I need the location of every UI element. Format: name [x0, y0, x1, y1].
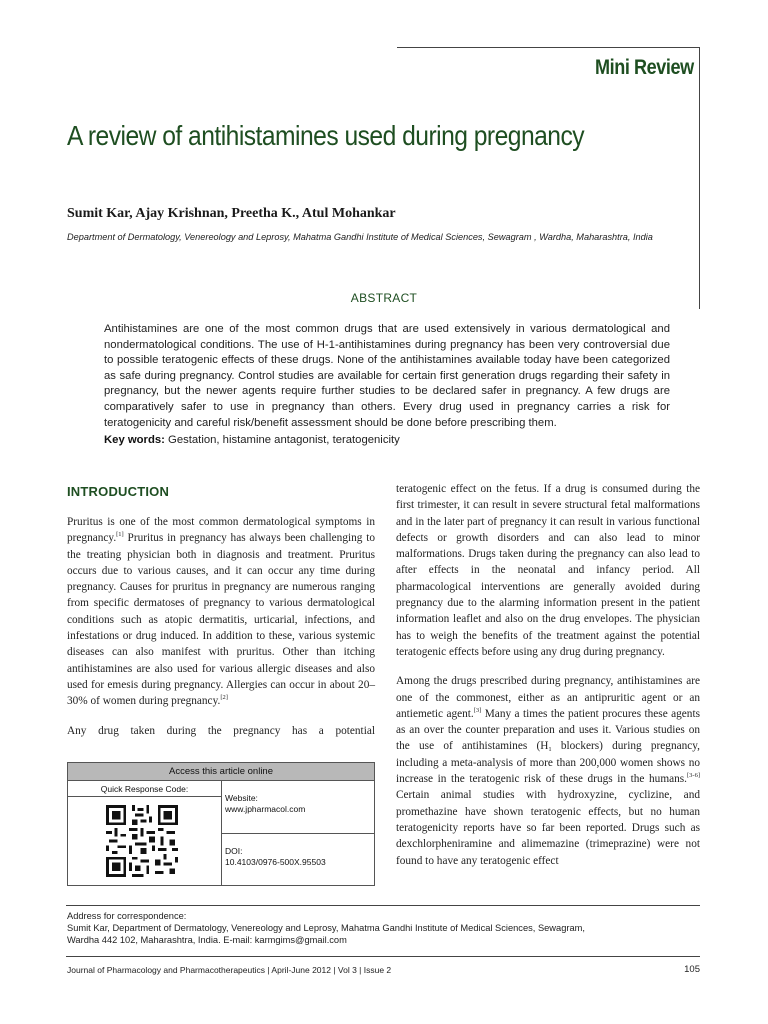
right-column-text [396, 481, 700, 869]
article-access-box [67, 762, 375, 886]
website-link[interactable]: www.jpharmacol.com [225, 804, 306, 814]
footer-rule [66, 956, 700, 957]
correspondence-rule [66, 905, 700, 906]
citation[interactable]: [3] [473, 706, 482, 714]
abstract-text: Antihistamines are one of the most common drugs that are used extensively in various dermatological and nondermatological conditions. The use of H-1-antihistamines during pregnancy has been very controversial due to possible teratogenic effects of these drugs. None of the antihistamines available today have been categorized as safe during pregnancy. Control studies are available for certain first generation drugs regarding their safety in pregnancy, but the newer agents require further studies to be declared safer in pregnancy. A few drugs are comparatively safer to use in pregnancy than others. Every drug used in pregnancy carries a risk for teratogenicity and careful risk/benefit assessment should be done before prescribing them. [104, 323, 670, 429]
correspondence-address [67, 910, 707, 946]
intro-p3-text-c: blockers) during pregnancy, including a meta-analysis of more than 200,000 women shows no increase in the teratogenic risk of these drugs in the humans. [396, 740, 701, 786]
correspondence-label: Address for correspondence: [67, 911, 187, 921]
qr-code-icon[interactable] [106, 805, 178, 877]
section-label: Mini Review [595, 56, 694, 79]
header-frame-right-rule [699, 47, 700, 309]
intro-paragraph-2-continued: teratogenic effect on the fetus. If a drug is consumed during the first trimester, it can result in severe structural fetal malformations and in the later part of pregnancy it can result in various functional defects or growth disorders and can also lead to minor malformations. Drugs taken during the pregnancy can also lead to after effects in the neonatal and infancy period. All pharmacological interventions are generally avoided during pregnancy due to the alarming information present in the patient information leaflet and also on the drug envelopes. The physician has to weigh the benefits of the treatment against the potential teratogenic effects before using any drug during pregnancy. [396, 483, 700, 658]
citation[interactable]: [3-6] [687, 772, 700, 780]
intro-p3-text-a: Among the drugs prescribed during pregnancy, antihistamines are one of the commonest, either as an antipruritic agent or an antiemetic agent. [396, 675, 700, 720]
doi-link[interactable]: 10.4103/0976-500X.95503 [225, 857, 326, 867]
page-number: 105 [684, 964, 700, 975]
qr-label: Quick Response Code: [68, 781, 221, 797]
intro-p1-text-a: Pruritus is one of the most common dermatological symptoms in pregnancy. [67, 516, 375, 545]
keywords [104, 434, 400, 446]
intro-paragraph-1 [67, 514, 375, 710]
header-frame-top-rule [397, 47, 700, 48]
intro-p1-text-b: Pruritus in pregnancy has always been challenging to the treating physician both in diagnosis and treatment. Pruritus occurs due to various causes, and it can occur any time during pregnancy. Causes for pruritus in pregnancy are numerous ranging from specific dermatoses of pregnancy to various dermatological conditions such as atopic dermatitis, urticarial, infections, and infestations or drug induced. In addition to these, various systemic diseases can also manifest with pruritus. Other than itching antihistamines are also used for various allergic diseases and also used for emesis during pregnancy. Allergies can occur in about 20–30% of women during pregnancy. [67, 532, 375, 708]
correspondence-line-1: Sumit Kar, Department of Dermatology, Venereology and Leprosy, Mahatma Gandhi Institute of Medical Sciences, Sewagram, [67, 923, 585, 933]
intro-p3-text-d: Certain animal studies with hydroxyzine, cyclizine, and promethazine have shown teratogenic effects, but no human teratogenicity reports have so far been reported. Drugs such as dexchlorpheniramine and alimemazine (trimeprazine) were not found to have any teratogenic effect [396, 789, 700, 867]
website-info [222, 781, 374, 834]
intro-paragraph-3 [396, 673, 700, 869]
correspondence-line-2: Wardha 442 102, Maharashtra, India. E-mail: karmgims@gmail.com [67, 935, 347, 945]
doi-info [222, 834, 374, 868]
citation[interactable]: [2] [220, 694, 228, 702]
left-column-text [67, 514, 375, 739]
intro-paragraph-2-start: Any drug taken during the pregnancy has a potential [67, 724, 375, 737]
intro-p3-text-b: Many a times the patient procures these agents as an over the counter preparation and uses it. Various studies on the use of antihistamines (H [396, 707, 700, 753]
introduction-heading: INTRODUCTION [67, 484, 170, 499]
author-list: Sumit Kar, Ajay Krishnan, Preetha K., Atul Mohankar [67, 206, 396, 221]
citation[interactable]: [1] [116, 531, 124, 539]
keywords-label: Key words: [104, 434, 165, 446]
affiliation: Department of Dermatology, Venereology and Leprosy, Mahatma Gandhi Institute of Medical Sciences, Sewagram , Wardha, Maharashtra, India [67, 232, 653, 242]
subscript: 1 [548, 746, 552, 754]
article-title: A review of antihistamines used during pregnancy [67, 120, 585, 151]
abstract-heading: ABSTRACT [350, 291, 418, 305]
access-box-heading: Access this article online [68, 763, 374, 781]
journal-footer: Journal of Pharmacology and Pharmacotherapeutics | April-June 2012 | Vol 3 | Issue 2 [67, 965, 392, 975]
doi-label: DOI: [225, 846, 243, 856]
website-label: Website: [225, 793, 258, 803]
keywords-value: Gestation, histamine antagonist, teratogenicity [168, 434, 400, 446]
